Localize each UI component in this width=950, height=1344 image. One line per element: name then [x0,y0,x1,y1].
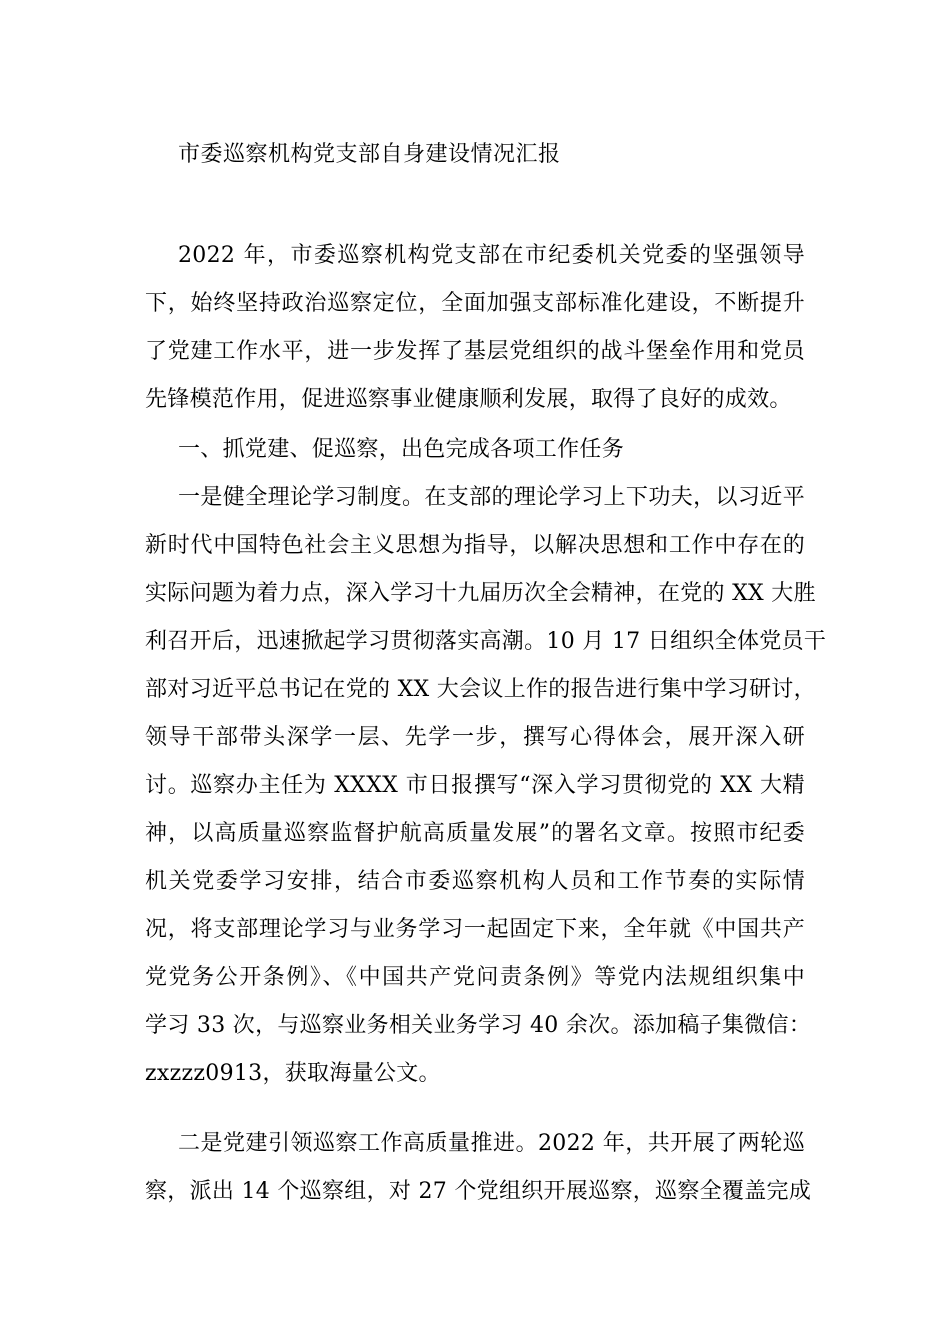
text-line: 实际问题为着力点，深入学习十九届历次全会精神，在党的 XX 大胜 [145,581,816,606]
text-line: 学习 33 次，与巡察业务相关业务学习 40 余次。添加稿子集微信： [145,1013,812,1038]
text-line: 部对习近平总书记在党的 XX 大会议上作的报告进行集中学习研讨， [145,677,816,702]
document-title: 市委巡察机构党支部自身建设情况汇报 [178,142,561,167]
text-line: 2022 年，市委巡察机构党支部在市纪委机关党委的坚强领导 [178,243,805,268]
paragraph-intro [145,232,805,424]
text-line: 神，以高质量巡察监督护航高质量发展”的署名文章。按照市纪委 [145,821,805,846]
section-heading [145,426,805,474]
paragraph-theory-study [145,474,827,1098]
text-line: 一是健全理论学习制度。在支部的理论学习上下功夫，以习近平 [178,485,805,510]
text-line: 二是党建引领巡察工作高质量推进。2022 年，共开展了两轮巡 [178,1131,805,1156]
text-line: 先锋模范作用，促进巡察事业健康顺利发展，取得了良好的成效。 [145,387,792,412]
text-line: 机关党委学习安排，结合市委巡察机构人员和工作节奏的实际情 [145,869,805,894]
text-line: 一、抓党建、促巡察，出色完成各项工作任务 [178,437,625,462]
text-line: 领导干部带头深学一层、先学一步，撰写心得体会，展开深入研 [145,725,805,750]
text-line: 利召开后，迅速掀起学习贯彻落实高潮。10 月 17 日组织全体党员干 [145,629,827,654]
text-line: 了党建工作水平，进一步发挥了基层党组织的战斗堡垒作用和党员 [145,339,805,364]
text-line: 况，将支部理论学习与业务学习一起固定下来，全年就《中国共产 [145,917,805,942]
text-line: 察，派出 14 个巡察组，对 27 个党组织开展巡察，巡察全覆盖完成 [145,1179,812,1204]
paragraph-inspection-work [145,1120,812,1216]
text-line: 新时代中国特色社会主义思想为指导，以解决思想和工作中存在的 [145,533,805,558]
text-line: 下，始终坚持政治巡察定位，全面加强支部标准化建设，不断提升 [145,291,805,316]
text-line: 讨。巡察办主任为 XXXX 市日报撰写“深入学习贯彻党的 XX 大精 [145,773,805,798]
text-line: 党党务公开条例》、《中国共产党问责条例》等党内法规组织集中 [145,965,805,990]
text-line: zxzzz0913，获取海量公文。 [145,1061,441,1086]
